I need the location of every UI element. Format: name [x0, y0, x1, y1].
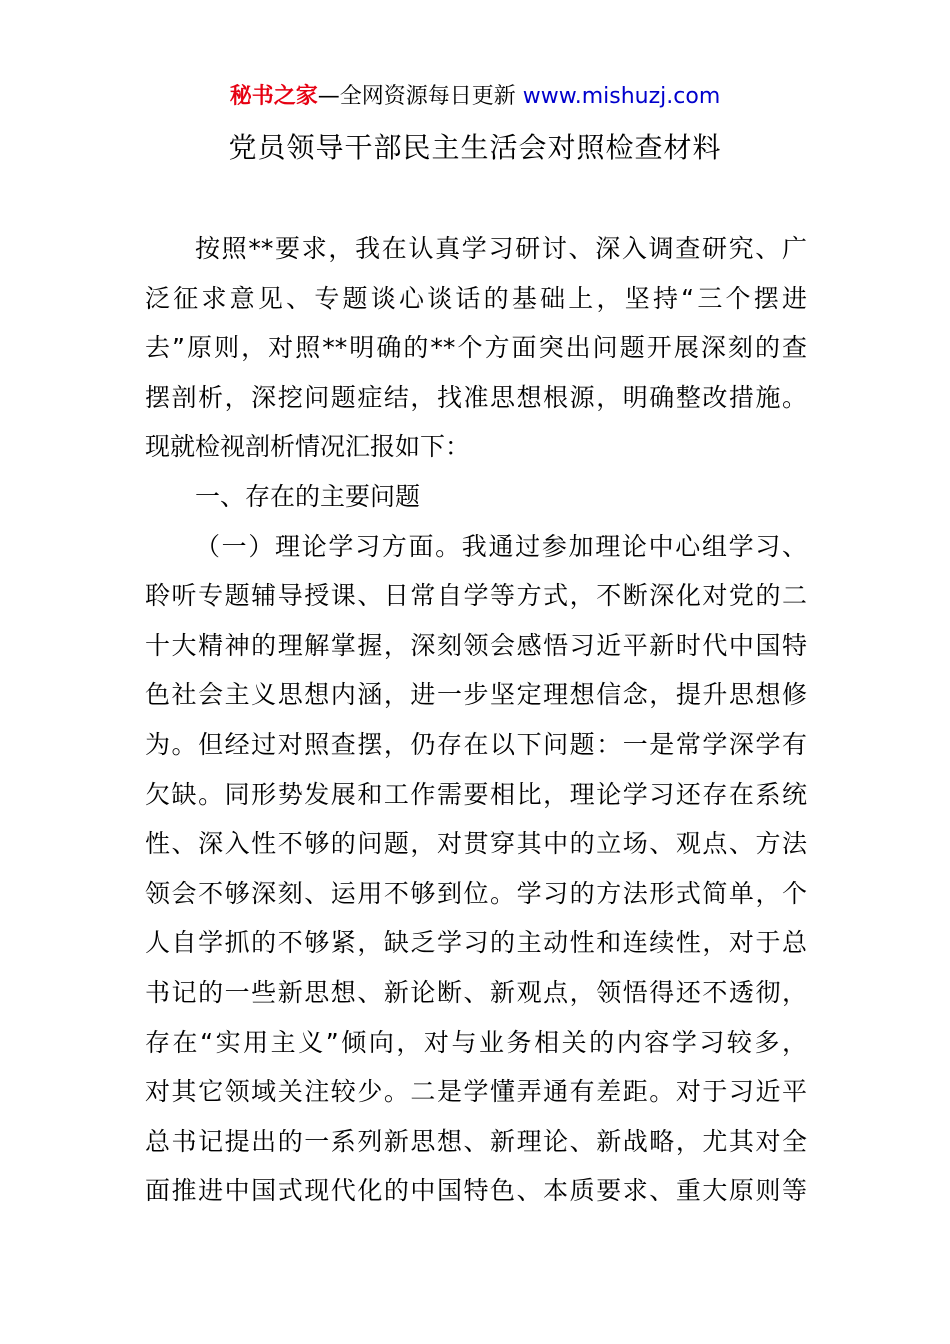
document-body — [145, 224, 807, 1216]
section-heading: 一、存在的主要问题 — [195, 481, 421, 511]
paragraph-line: 十大精神的理解掌握，深刻领会感悟习近平新时代中国特 — [145, 630, 807, 660]
paragraph-line: 面推进中国式现代化的中国特色、本质要求、重大原则等 — [145, 1176, 807, 1206]
paragraph-line: 欠缺。同形势发展和工作需要相比，理论学习还存在系统 — [145, 779, 807, 809]
paragraph-line: （一）理论学习方面。我通过参加理论中心组学习、 — [195, 531, 807, 561]
paragraph-line: 泛征求意见、专题谈心谈话的基础上，坚持“三个摆进 — [145, 283, 807, 313]
site-header — [0, 80, 950, 114]
paragraph-line: 为。但经过对照查摆，仍存在以下问题：一是常学深学有 — [145, 729, 807, 759]
paragraph-line: 聆听专题辅导授课、日常自学等方式，不断深化对党的二 — [145, 581, 807, 611]
paragraph-line: 按照**要求，我在认真学习研讨、深入调查研究、广 — [195, 234, 807, 263]
paragraph-line: 总书记提出的一系列新思想、新理论、新战略，尤其对全 — [145, 1126, 807, 1156]
paragraph-line: 去”原则，对照**明确的**个方面突出问题开展深刻的查 — [145, 333, 807, 363]
paragraph-line: 性、深入性不够的问题，对贯穿其中的立场、观点、方法 — [145, 829, 807, 859]
paragraph-line: 现就检视剖析情况汇报如下： — [145, 432, 471, 462]
paragraph-line: 书记的一些新思想、新论断、新观点，领悟得还不透彻， — [145, 977, 807, 1007]
site-slogan: —全网资源每日更新 — [317, 84, 516, 109]
document-title: 党员领导干部民主生活会对照检查材料 — [228, 131, 722, 164]
paragraph-line: 色社会主义思想内涵，进一步坚定理想信念，提升思想修 — [145, 680, 807, 710]
site-brand: 秘书之家 — [229, 84, 318, 109]
paragraph-line: 领会不够深刻、运用不够到位。学习的方法形式简单，个 — [145, 878, 807, 908]
site-url-link[interactable]: www.mishuzj.com — [522, 84, 721, 109]
paragraph-line: 摆剖析，深挖问题症结，找准思想根源，明确整改措施。 — [145, 382, 807, 412]
paragraph-line: 存在“实用主义”倾向，对与业务相关的内容学习较多， — [145, 1027, 807, 1057]
paragraph-line: 对其它领域关注较少。二是学懂弄通有差距。对于习近平 — [145, 1077, 807, 1107]
paragraph-line: 人自学抓的不够紧，缺乏学习的主动性和连续性，对于总 — [145, 928, 807, 958]
